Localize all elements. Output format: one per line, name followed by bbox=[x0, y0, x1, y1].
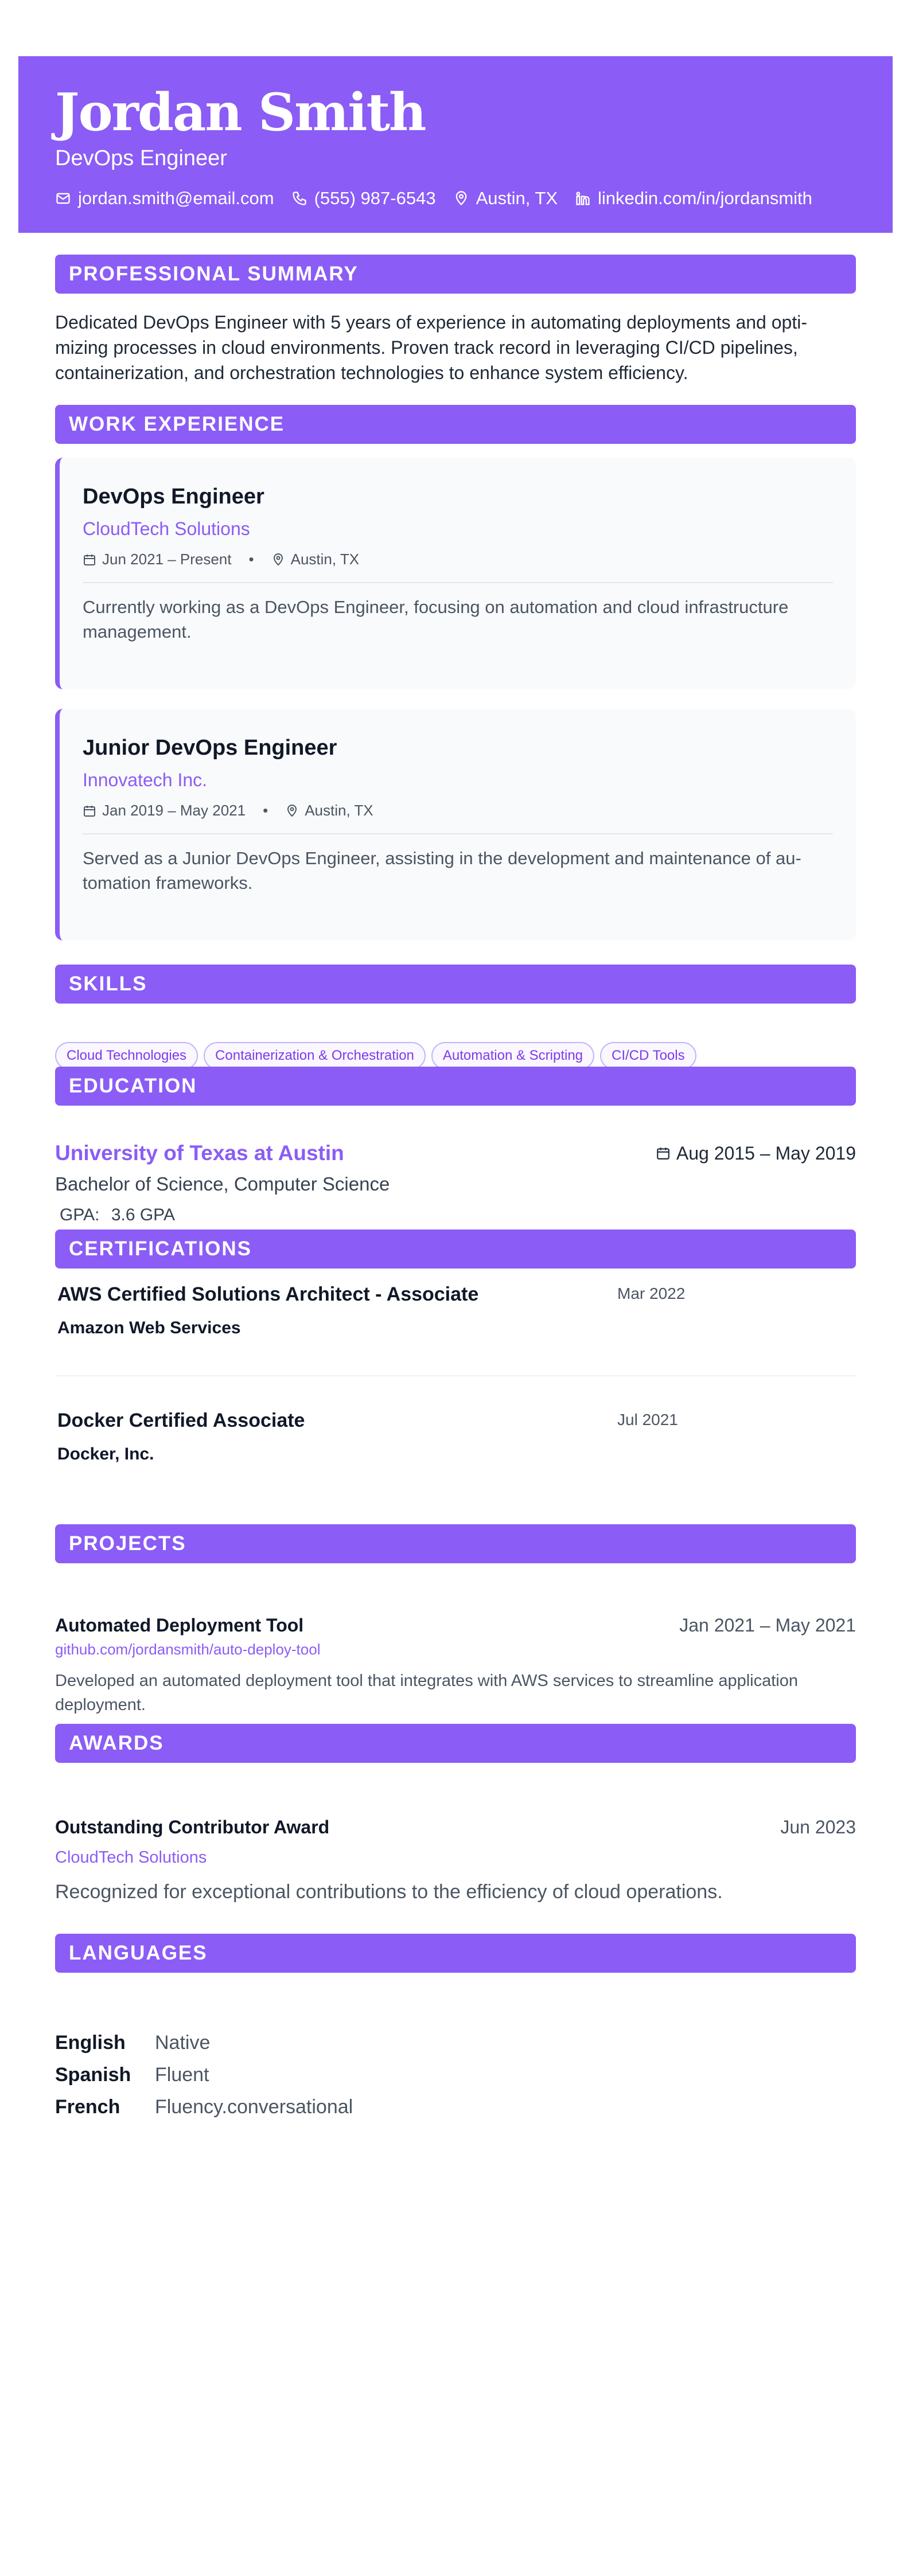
skill-tag: Automation & Scripting bbox=[431, 1042, 594, 1070]
gpa-label: GPA: bbox=[60, 1205, 100, 1224]
language-row bbox=[55, 2027, 856, 2059]
certification-name: Docker Certified Associate bbox=[57, 1410, 305, 1431]
map-pin-icon bbox=[271, 553, 285, 567]
resume-header bbox=[18, 56, 893, 233]
skill-tag: Containerization & Orchestration bbox=[204, 1042, 426, 1070]
award-name: Outstanding Contributor Award bbox=[55, 1817, 330, 1837]
job-title: DevOps Engineer bbox=[83, 485, 264, 509]
award-entry bbox=[55, 1817, 856, 1903]
certification-issuer: Docker, Inc. bbox=[57, 1445, 154, 1463]
section-header-languages: LANGUAGES bbox=[55, 1934, 856, 1973]
award-organization: CloudTech Solutions bbox=[55, 1848, 207, 1867]
summary-line: Dedicated DevOps Engineer with 5 years of experience in automating deployments and opti- bbox=[55, 312, 807, 333]
candidate-name: Jordan Smith bbox=[55, 82, 426, 143]
job-description bbox=[83, 595, 833, 644]
job-location-text: Austin, TX bbox=[305, 802, 373, 819]
education-dates bbox=[656, 1143, 856, 1164]
contact-email[interactable] bbox=[55, 188, 274, 209]
job-company: Innovatech Inc. bbox=[83, 770, 208, 790]
job-location-text: Austin, TX bbox=[290, 551, 360, 568]
job-location bbox=[285, 802, 373, 819]
job-divider bbox=[83, 833, 833, 834]
contact-location bbox=[453, 188, 558, 209]
summary-line: containerization, and orchestration technologies to enhance system efficiency. bbox=[55, 362, 688, 383]
language-name: English bbox=[55, 2032, 126, 2054]
contact-phone[interactable] bbox=[291, 188, 436, 209]
job-meta bbox=[83, 551, 833, 568]
languages-list bbox=[55, 2027, 856, 2123]
project-link[interactable]: github.com/jordansmith/auto-deploy-tool bbox=[55, 1641, 321, 1658]
job-dates bbox=[83, 802, 246, 819]
linkedin-text: linkedin.com/in/jordansmith bbox=[598, 188, 812, 208]
email-text: jordan.smith@email.com bbox=[78, 188, 274, 208]
job-company: CloudTech Solutions bbox=[83, 518, 250, 539]
separator-dot: • bbox=[248, 551, 254, 568]
language-name: French bbox=[55, 2096, 120, 2118]
job-description bbox=[83, 846, 833, 895]
language-level: Fluency.conversational bbox=[155, 2096, 353, 2118]
section-header-projects: PROJECTS bbox=[55, 1524, 856, 1563]
job-card bbox=[55, 458, 856, 689]
phone-text: (555) 987-6543 bbox=[314, 188, 436, 208]
project-description-line: deployment. bbox=[55, 1696, 146, 1714]
mail-icon bbox=[55, 190, 71, 206]
linkedin-icon bbox=[575, 190, 591, 206]
section-header-certifications: CERTIFICATIONS bbox=[55, 1230, 856, 1269]
project-dates: Jan 2021 – May 2021 bbox=[679, 1615, 856, 1636]
candidate-title: DevOps Engineer bbox=[55, 146, 227, 170]
job-card bbox=[55, 709, 856, 940]
project-description bbox=[55, 1669, 856, 1717]
job-dates bbox=[83, 551, 232, 568]
certification-name: AWS Certified Solutions Architect - Associate bbox=[57, 1283, 479, 1305]
separator-dot: • bbox=[263, 802, 268, 819]
education-gpa bbox=[55, 1205, 856, 1225]
contact-linkedin[interactable] bbox=[575, 188, 812, 209]
calendar-icon bbox=[83, 553, 96, 567]
education-school: University of Texas at Austin bbox=[55, 1141, 344, 1165]
summary-text bbox=[55, 310, 856, 385]
language-level: Native bbox=[155, 2032, 211, 2054]
location-text: Austin, TX bbox=[476, 188, 558, 208]
summary-line: mizing processes in cloud environments. Proven track record in leveraging CI/CD pipelines, bbox=[55, 337, 798, 358]
section-header-experience: WORK EXPERIENCE bbox=[55, 405, 856, 444]
skill-tag: CI/CD Tools bbox=[600, 1042, 696, 1070]
certification-date: Jul 2021 bbox=[617, 1411, 678, 1428]
map-pin-icon bbox=[453, 190, 469, 206]
language-name: Spanish bbox=[55, 2064, 131, 2086]
certification-entry bbox=[57, 1410, 856, 1464]
job-description-line: tomation frameworks. bbox=[83, 873, 253, 893]
section-header-skills: SKILLS bbox=[55, 965, 856, 1004]
language-row bbox=[55, 2059, 856, 2091]
job-divider bbox=[83, 582, 833, 583]
section-header-education: EDUCATION bbox=[55, 1067, 856, 1106]
job-title: Junior DevOps Engineer bbox=[83, 736, 337, 760]
language-row bbox=[55, 2091, 856, 2123]
job-description-line: Served as a Junior DevOps Engineer, assisting in the development and maintenance of au- bbox=[83, 848, 801, 868]
certification-date: Mar 2022 bbox=[617, 1285, 686, 1302]
job-dates-text: Jun 2021 – Present bbox=[102, 551, 232, 568]
project-entry bbox=[55, 1615, 856, 1717]
job-dates-text: Jan 2019 – May 2021 bbox=[102, 802, 246, 819]
calendar-icon bbox=[656, 1146, 671, 1161]
education-degree: Bachelor of Science, Computer Science bbox=[55, 1173, 390, 1195]
skill-tag: Cloud Technologies bbox=[55, 1042, 198, 1070]
certification-divider bbox=[55, 1375, 856, 1376]
job-location bbox=[271, 551, 359, 568]
award-description: Recognized for exceptional contributions to the efficiency of cloud operations. bbox=[55, 1881, 723, 1903]
language-level: Fluent bbox=[155, 2064, 209, 2086]
job-description-line: Currently working as a DevOps Engineer, focusing on automation and cloud infrastructure bbox=[83, 597, 789, 617]
award-date: Jun 2023 bbox=[780, 1817, 856, 1837]
job-meta bbox=[83, 802, 833, 819]
phone-icon bbox=[291, 190, 307, 206]
section-header-awards: AWARDS bbox=[55, 1724, 856, 1763]
job-description-line: management. bbox=[83, 622, 192, 642]
project-description-line: Developed an automated deployment tool that integrates with AWS services to streamline application bbox=[55, 1672, 798, 1690]
contact-row bbox=[55, 188, 856, 209]
section-header-summary: PROFESSIONAL SUMMARY bbox=[55, 255, 856, 294]
map-pin-icon bbox=[285, 804, 299, 818]
education-dates-text: Aug 2015 – May 2019 bbox=[676, 1142, 856, 1164]
project-name: Automated Deployment Tool bbox=[55, 1615, 304, 1636]
certification-entry bbox=[57, 1283, 856, 1338]
skills-list bbox=[55, 1042, 702, 1070]
certification-issuer: Amazon Web Services bbox=[57, 1318, 241, 1337]
education-entry bbox=[55, 1141, 856, 1225]
calendar-icon bbox=[83, 804, 96, 818]
gpa-value: 3.6 GPA bbox=[111, 1205, 175, 1224]
